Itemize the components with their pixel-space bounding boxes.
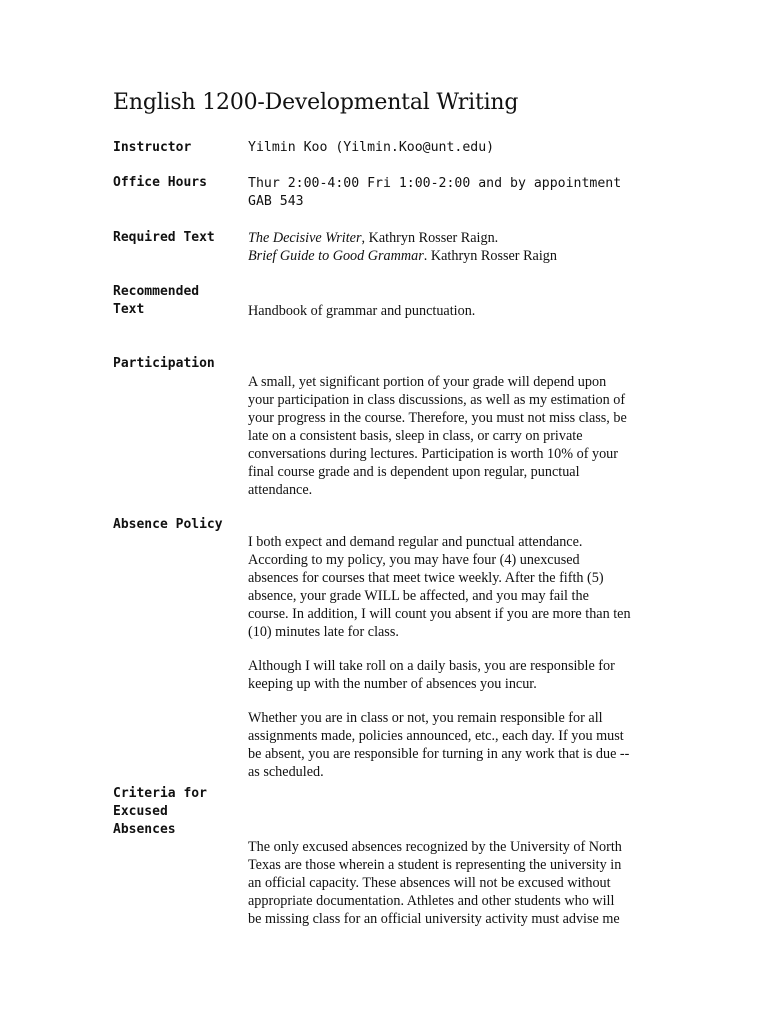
- instructor-value: Yilmin Koo (Yilmin.Koo@unt.edu): [248, 140, 495, 155]
- text-line: attendance.: [248, 482, 313, 498]
- text-line: I both expect and demand regular and punctual attendance.: [248, 534, 583, 550]
- text-line: late on a consistent basis, sleep in class, or carry on private: [248, 428, 583, 444]
- participation-label: Participation: [113, 356, 215, 371]
- book-2-author: . Kathryn Rosser Raign: [423, 248, 557, 264]
- text-line: absences for courses that meet twice weekly. After the fifth (5): [248, 570, 604, 586]
- recommended-label-line-1: Recommended: [113, 284, 200, 299]
- text-line: an official capacity. These absences will not be excused without: [248, 875, 611, 891]
- office-hours-times: Thur 2:00-4:00 Fri 1:00-2:00 and by appointment: [248, 176, 622, 191]
- recommended-text-label: [113, 283, 243, 319]
- recommended-text-value: Handbook of grammar and punctuation.: [248, 303, 476, 319]
- absence-policy-text: [248, 533, 663, 781]
- text-line: Texas are those wherein a student is representing the university in: [248, 857, 622, 873]
- criteria-label: [113, 785, 243, 839]
- office-hours-value: [248, 175, 663, 211]
- recommended-label-line-2: Text: [113, 302, 145, 317]
- required-text-value: [248, 229, 663, 265]
- text-line: (10) minutes late for class.: [248, 624, 399, 640]
- criteria-label-line-2: Excused: [113, 804, 168, 819]
- absence-paragraph-3: [248, 709, 663, 781]
- participation-text: [248, 373, 663, 499]
- text-line: final course grade and is dependent upon regular, punctual: [248, 464, 580, 480]
- instructor-label: Instructor: [113, 140, 192, 155]
- text-line: course. In addition, I will count you absent if you are more than ten: [248, 606, 631, 622]
- required-text-label: Required Text: [113, 230, 215, 245]
- text-line: your progress in the course. Therefore, you must not miss class, be: [248, 410, 627, 426]
- office-hours-label: Office Hours: [113, 175, 207, 190]
- text-line: absence, your grade WILL be affected, and you may fail the: [248, 588, 589, 604]
- text-line: be missing class for an official university activity must advise me: [248, 911, 620, 927]
- criteria-text: [248, 838, 663, 928]
- office-hours-room: GAB 543: [248, 194, 304, 209]
- document-title: English 1200-Developmental Writing: [113, 90, 519, 115]
- text-line: The only excused absences recognized by the University of North: [248, 839, 622, 855]
- text-line: appropriate documentation. Athletes and other students who will: [248, 893, 615, 909]
- book-2-title: Brief Guide to Good Grammar: [248, 248, 424, 264]
- text-line: Although I will take roll on a daily basis, you are responsible for: [248, 658, 615, 674]
- criteria-label-line-3: Absences: [113, 822, 176, 837]
- text-line: be absent, you are responsible for turning in any work that is due --: [248, 746, 630, 762]
- text-line: conversations during lectures. Participation is worth 10% of your: [248, 446, 618, 462]
- text-line: your participation in class discussions, as well as my estimation of: [248, 392, 626, 408]
- text-line: keeping up with the number of absences you incur.: [248, 676, 537, 692]
- text-line: Whether you are in class or not, you remain responsible for all: [248, 710, 603, 726]
- text-line: According to my policy, you may have four (4) unexcused: [248, 552, 580, 568]
- criteria-label-line-1: Criteria for: [113, 786, 207, 801]
- text-line: A small, yet significant portion of your grade will depend upon: [248, 374, 607, 390]
- text-line: assignments made, policies announced, etc., each day. If you must: [248, 728, 624, 744]
- book-1-author: , Kathryn Rosser Raign.: [361, 230, 499, 246]
- book-1-title: The Decisive Writer: [248, 230, 362, 246]
- required-book-1: [248, 229, 663, 247]
- required-book-2: [248, 247, 663, 265]
- absence-paragraph-2: [248, 657, 663, 693]
- absence-policy-label: Absence Policy: [113, 517, 223, 532]
- absence-paragraph-1: [248, 533, 663, 641]
- text-line: as scheduled.: [248, 764, 324, 780]
